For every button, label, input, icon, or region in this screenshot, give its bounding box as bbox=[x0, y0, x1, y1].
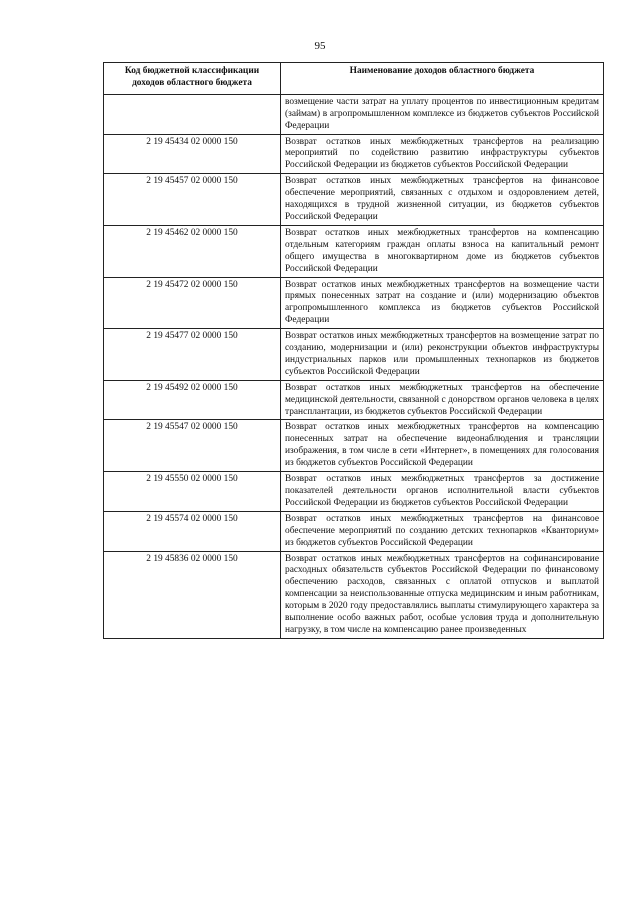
row-code: 2 19 45434 02 0000 150 bbox=[104, 134, 281, 174]
table-row bbox=[104, 134, 604, 174]
header-name: Наименование доходов областного бюджета bbox=[281, 63, 604, 95]
row-name: Возврат остатков иных межбюджетных трансфертов на финансовое обеспечение мероприятий по созданию детских технопарков «Кванториум» из бюджетов субъектов Российской Федерации bbox=[281, 511, 604, 551]
table-row bbox=[104, 472, 604, 512]
page-number: 95 bbox=[314, 40, 326, 52]
row-name: Возврат остатков иных межбюджетных трансфертов на возмещение части прямых понесенных затрат на создание и (или) модернизацию объектов агропромышленного комплекса из бюджетов субъектов Российской Федерации bbox=[281, 277, 604, 329]
table-row bbox=[104, 225, 604, 277]
table-row bbox=[104, 380, 604, 420]
row-name: Возврат остатков иных межбюджетных трансфертов на компенсацию понесенных затрат на обеспечение видеонаблюдения и трансляции изображения, в том числе в сети «Интернет», в помещениях для голосования из бюджетов субъектов Российской Федерации bbox=[281, 420, 604, 472]
row-code: 2 19 45547 02 0000 150 bbox=[104, 420, 281, 472]
row-name: Возврат остатков иных межбюджетных трансфертов на финансовое обеспечение мероприятий, связанных с отдыхом и оздоровлением детей, находящихся в трудной жизненной ситуации, из бюджетов субъектов Российской Федерации bbox=[281, 174, 604, 226]
row-code: 2 19 45457 02 0000 150 bbox=[104, 174, 281, 226]
row-code: 2 19 45836 02 0000 150 bbox=[104, 551, 281, 638]
row-name: Возврат остатков иных межбюджетных трансфертов за достижение показателей деятельности органов исполнительной власти субъектов Российской Федерации из бюджетов субъектов Российской Федерации bbox=[281, 472, 604, 512]
table-header-row bbox=[104, 63, 604, 95]
table-row bbox=[104, 277, 604, 329]
row-name: Возврат остатков иных межбюджетных трансфертов на софинансирование расходных обязательств субъектов Российской Федерации по финансовому обеспечению расходов, связанных с оплатой отпусков и выплатой компенсации за неиспользованные отпуска медицинским и иным работникам, которым в 2020 году предоставлялись выплаты стимулирующего характера за выполнение особо важных работ, особые условия труда и дополнительную нагрузку, в том числе на компенсацию ранее произведенных bbox=[281, 551, 604, 638]
table-row bbox=[104, 174, 604, 226]
row-code: 2 19 45462 02 0000 150 bbox=[104, 225, 281, 277]
row-code: 2 19 45574 02 0000 150 bbox=[104, 511, 281, 551]
row-code: 2 19 45492 02 0000 150 bbox=[104, 380, 281, 420]
row-name: возмещение части затрат на уплату процентов по инвестиционным кредитам (займам) в агропромышленном комплексе из бюджетов субъектов Российской Федерации bbox=[281, 94, 604, 134]
table-row bbox=[104, 511, 604, 551]
row-code: 2 19 45477 02 0000 150 bbox=[104, 329, 281, 381]
table-row bbox=[104, 94, 604, 134]
row-name: Возврат остатков иных межбюджетных трансфертов на возмещение затрат по созданию, модернизации и (или) реконструкции объектов инфраструктуры индустриальных парков или промышленных технопарков из бюджетов субъектов Российской Федерации bbox=[281, 329, 604, 381]
header-code: Код бюджетной классификации доходов областного бюджета bbox=[104, 63, 281, 95]
row-name: Возврат остатков иных межбюджетных трансфертов на обеспечение медицинской деятельности, связанной с донорством органов человека в целях трансплантации, из бюджетов субъектов Российской Федерации bbox=[281, 380, 604, 420]
row-code bbox=[104, 94, 281, 134]
table-row bbox=[104, 551, 604, 638]
table-row bbox=[104, 420, 604, 472]
budget-table bbox=[103, 62, 604, 639]
row-name: Возврат остатков иных межбюджетных трансфертов на компенсацию отдельным категориям граждан оплаты взноса на капитальный ремонт общего имущества в многоквартирном доме из бюджетов субъектов Российской Федерации bbox=[281, 225, 604, 277]
row-code: 2 19 45472 02 0000 150 bbox=[104, 277, 281, 329]
row-name: Возврат остатков иных межбюджетных трансфертов на реализацию мероприятий по содействию развитию инфраструктуры субъектов Российской Федерации из бюджетов субъектов Российской Федерации bbox=[281, 134, 604, 174]
table-row bbox=[104, 329, 604, 381]
row-code: 2 19 45550 02 0000 150 bbox=[104, 472, 281, 512]
